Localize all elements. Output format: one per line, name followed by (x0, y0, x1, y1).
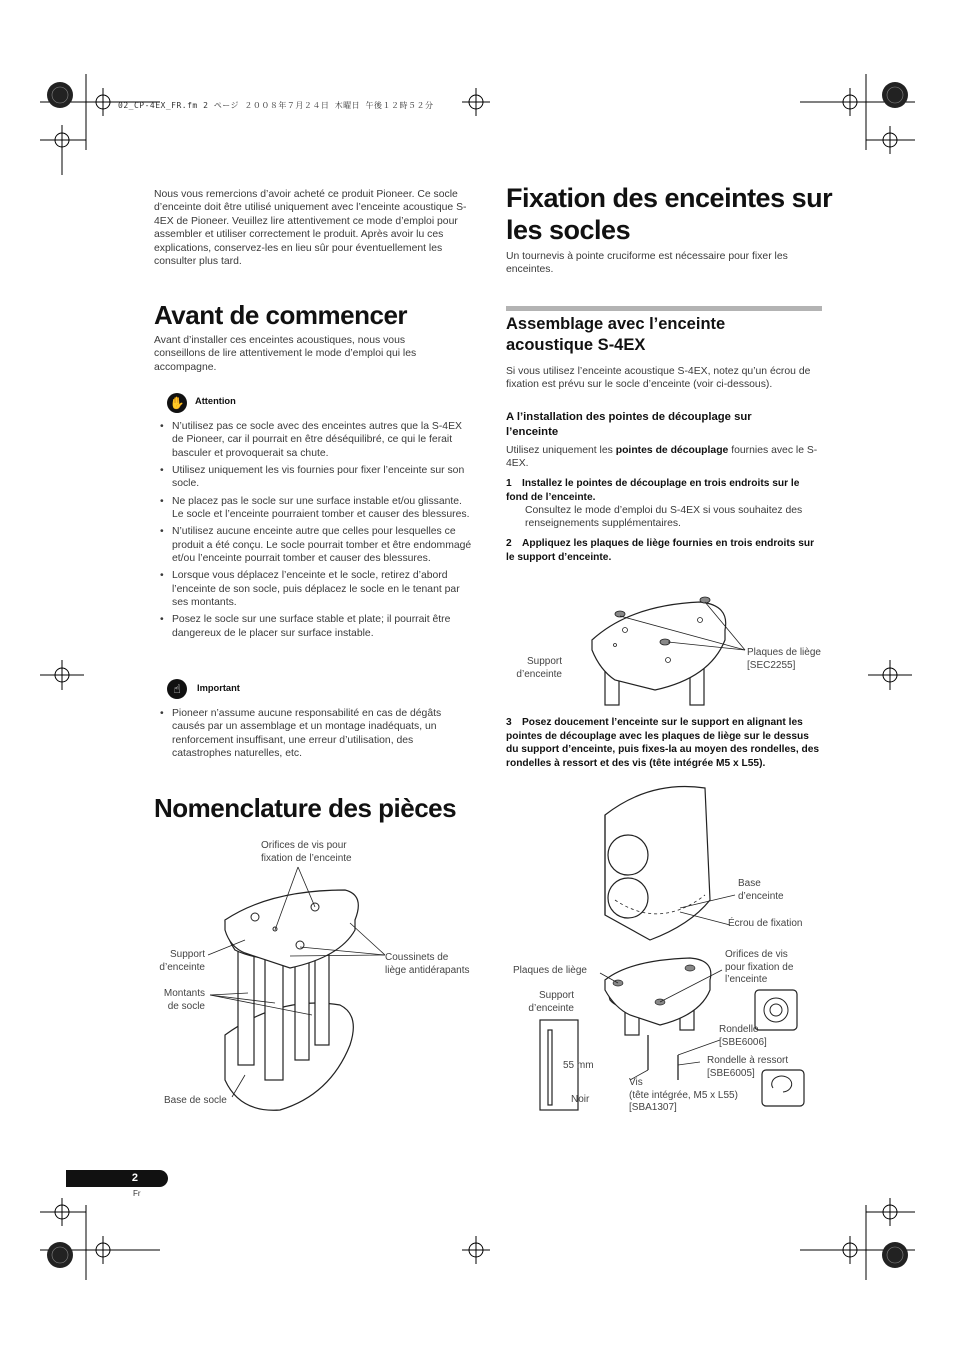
list-item: • Posez le socle sur une surface stable et plate; il pourrait être dangereux de le placer sur surface instable. (154, 613, 472, 640)
section-title-nomenclature: Nomenclature des pièces (154, 793, 457, 823)
label-rondelle-ressort: Rondelle à ressort [SBE6005] (707, 1055, 789, 1079)
step-number: 2 (506, 538, 512, 549)
assemblage-paragraph: Si vous utilisez l’enceinte acoustique S-4EX, notez qu’un écrou de fixation est prévu sur le socle d’enceinte (voir ci-dessous). (506, 366, 811, 391)
step-text: Installez le pointes de découplage en trois endroits sur le fond de l’enceinte. (506, 478, 800, 503)
attention-label: Attention (195, 396, 236, 406)
step-3 (506, 716, 824, 770)
label-orifices-2: Orifices de vis pour fixation de l’enceinte (725, 949, 794, 985)
list-item: • Lorsque vous déplacez l’enceinte et le socle, retirez d’abord l’enceinte de son socle, puis déplacez le socle en le tenant par ses montants. (154, 569, 472, 609)
label-support-3: Support d’enceinte (528, 990, 574, 1014)
list-item: • Ne placez pas le socle sur une surface instable et/ou glissante. Le socle et l’enceinte pourraient tomber et causer des blessures. (154, 495, 472, 522)
important-list (154, 707, 472, 764)
list-item: • Pioneer n’assume aucune responsabilité en cas de dégâts causés par un assemblage et un montage inadéquats, un renforcement insuffisant, une erreur d’utilisation, des catastrophes naturelles, etc. (154, 707, 472, 761)
step-number: 1 (506, 478, 512, 489)
list-item: • Utilisez uniquement les vis fournies pour fixer l’enceinte sur son socle. (154, 464, 472, 491)
label-plaques-liege-2: Plaques de liège (513, 965, 587, 976)
label-coussinets: Coussinets de liège antidérapants (385, 952, 470, 976)
step-text: Posez doucement l’enceinte sur le support en alignant les pointes de découplage avec les plaques de liège sur le dessus du support d’enceinte, puis fixes-la au moyen des rondelles, des rondelles à ressort et des vis (tête intégrée M5 x L55). (506, 717, 820, 769)
label-rondelle: Rondelle [SBE6006] (719, 1024, 767, 1048)
label-plaques-liege: Plaques de liège [SEC2255] (747, 647, 821, 671)
label-ecrou: Écrou de fixation (728, 918, 803, 929)
section-divider-bar (506, 306, 822, 311)
pointes-heading: A l’installation des pointes de découplage sur l’enceinte (506, 411, 752, 438)
section-title-avant: Avant de commencer (154, 300, 408, 330)
label-orifices: Orifices de vis pour fixation de l’enceinte (261, 840, 352, 864)
important-label: Important (197, 683, 240, 693)
label-support: Support d’enceinte (159, 949, 205, 973)
pointes-text-pre: Utilisez uniquement les (506, 445, 616, 456)
print-header-line: 02_CP-4EX_FR.fm 2 ページ ２００８年７月２４日 木曜日 午後１２時５２分 (118, 101, 434, 110)
subsection-title-assemblage: Assemblage avec l’enceinte acoustique S-4EX (506, 315, 726, 354)
pointes-paragraph (506, 444, 822, 471)
step-text: Appliquez les plaques de liège fournies en trois endroits sur le support d’enceinte. (506, 538, 815, 563)
fixation-paragraph: Un tournevis à pointe cruciforme est nécessaire pour fixer les enceintes. (506, 251, 788, 276)
intro-paragraph: Nous vous remercions d’avoir acheté ce produit Pioneer. Ce socle d’enceinte doit être utilisé uniquement avec l’enceinte acoustique S-4EX de Pioneer. Veuillez lire attentivement ce mode d’emploi pour assembler et utiliser correctement le produit. Après avoir lu ces explications, conservez-les en lieu sûr pour éventuellement les consulter plus tard. (154, 189, 467, 268)
label-55mm: 55 mm (563, 1060, 594, 1071)
page-number-tab: 2 (66, 1170, 168, 1187)
step-1-sub: Consultez le mode d’emploi du S-4EX si vous souhaitez des renseignements supplémentaires. (525, 505, 803, 530)
label-base-socle: Base de socle (164, 1095, 227, 1106)
label-vis: Vis (tête intégrée, M5 x L55) [SBA1307] (629, 1077, 738, 1113)
step-2 (506, 537, 822, 564)
list-item: • N’utilisez pas ce socle avec des enceintes autres que la S-4EX de Pioneer, car il pourrait en être déséquilibré, ce qui le ferait basculer et provoquerait sa chute. (154, 420, 472, 460)
section-title-fixation-1: Fixation des enceintes sur (506, 183, 833, 213)
list-item: • N’utilisez aucune enceinte autre que celles pour lesquelles ce produit a été conçu. Le socle pourrait tomber et être endommagé et/ou l’enceinte pourrait tomber et causer des blessures. (154, 525, 472, 565)
step-1 (506, 477, 822, 504)
label-montants: Montants de socle (163, 988, 205, 1012)
hand-warning-icon: ✋ (167, 393, 187, 413)
important-hand-icon: ☝ (167, 679, 187, 699)
attention-list (154, 420, 472, 644)
step-number: 3 (506, 717, 512, 728)
avant-paragraph: Avant d’installer ces enceintes acoustiques, nous vous conseillons de lire attentivement le mode d’emploi qui les accompagne. (154, 335, 417, 373)
pointes-text-post: fournies avec le S-4EX. (506, 445, 818, 470)
label-base-enceinte: Base d’enceinte (738, 878, 784, 902)
section-title-fixation-2: les socles (506, 215, 631, 245)
label-noir: Noir (571, 1094, 590, 1105)
label-support-2: Support d’enceinte (516, 656, 562, 680)
pointes-text-bold: pointes de découplage (615, 445, 729, 456)
stand-nomenclature-diagram (150, 835, 490, 1120)
language-code: Fr (133, 1189, 141, 1198)
